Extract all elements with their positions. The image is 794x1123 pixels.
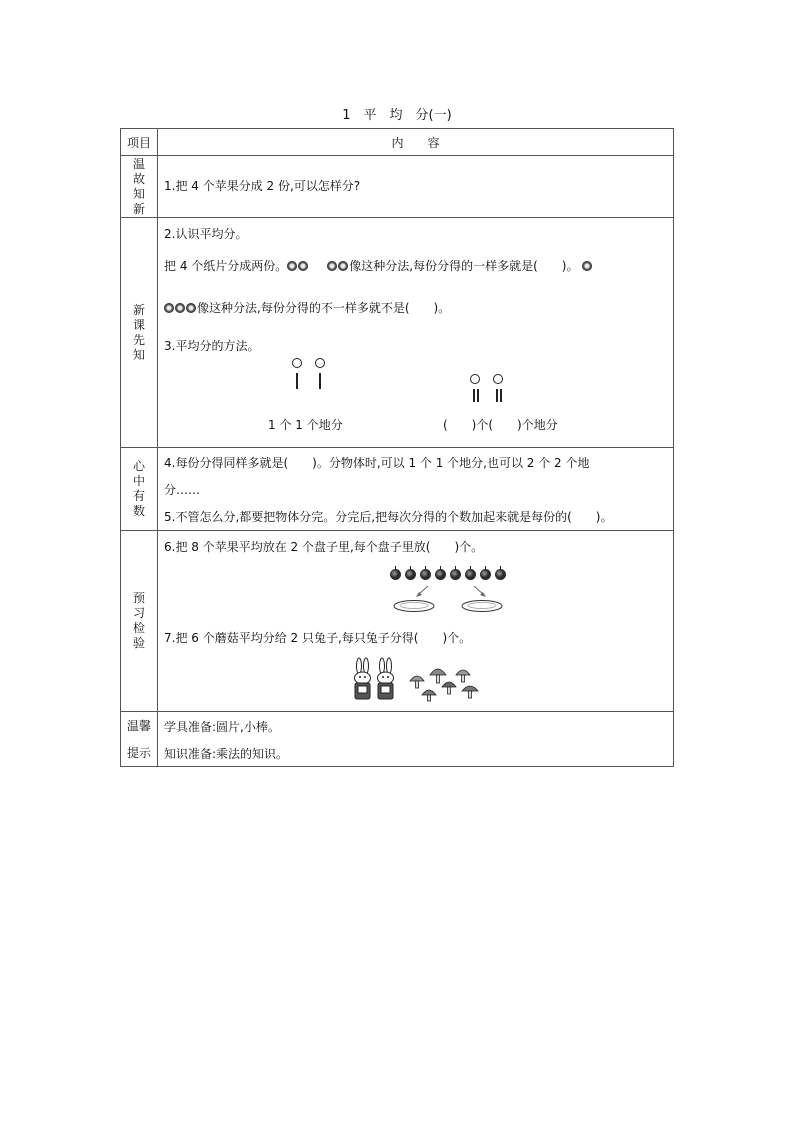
row-check-content <box>158 531 674 712</box>
paper-disc-icon <box>287 261 297 271</box>
row-preview-label-cell <box>121 218 158 448</box>
stick-icon <box>319 373 321 389</box>
row-mind-content <box>158 448 674 531</box>
row-mind-label: 心中有数 <box>132 459 145 518</box>
circle-icon <box>315 358 325 368</box>
circle-icon <box>493 374 503 384</box>
row-check-label-cell <box>121 531 158 712</box>
row-tips-content <box>158 712 674 767</box>
preview-line-1: 2.认识平均分。 <box>164 227 248 241</box>
row-review <box>121 156 674 218</box>
paper-disc-icon <box>175 303 185 313</box>
circle-icon <box>292 358 302 368</box>
mushrooms-icon <box>408 661 480 703</box>
apple-icon <box>480 569 491 580</box>
table-header-row <box>121 129 674 156</box>
apples-group <box>390 569 510 583</box>
apple-icon <box>405 569 416 580</box>
row-review-content <box>158 156 674 218</box>
row-review-label: 温故知新 <box>132 156 145 216</box>
row-check <box>121 531 674 712</box>
sticks-pair-icon <box>496 389 502 402</box>
paper-disc-icon <box>327 261 337 271</box>
apple-icon <box>450 569 461 580</box>
sticks-pair-icon <box>473 389 479 402</box>
row-preview-content <box>158 218 674 448</box>
plates-arrows-figure <box>388 583 518 613</box>
mind-line-1: 4.每份分得同样多就是( )。分物体时,可以 1 个 1 个地分,也可以 2 个 2 个地 <box>164 456 590 470</box>
apple-icon <box>465 569 476 580</box>
row-tips-label-2: 提示 <box>126 746 151 760</box>
question-1: 1.把 4 个苹果分成 2 份,可以怎样分? <box>164 179 361 193</box>
caption-group-split: ( )个( )个地分 <box>443 418 558 432</box>
row-review-label-cell <box>121 156 158 218</box>
preview-line-2 <box>158 256 593 276</box>
preview-line-4: 3.平均分的方法。 <box>164 339 260 353</box>
header-item: 项目 <box>121 129 158 156</box>
row-preview <box>121 218 674 448</box>
apple-icon <box>420 569 431 580</box>
preview-line-3-text: 像这种分法,每份分得的不一样多就不是( )。 <box>197 301 451 315</box>
mind-line-3: 5.不管怎么分,都要把物体分完。分完后,把每次分得的个数加起来就是每份的( )。 <box>164 510 613 524</box>
rabbits-icon <box>352 657 400 703</box>
apple-icon <box>495 569 506 580</box>
tips-line-1: 学具准备:圆片,小棒。 <box>164 720 280 734</box>
header-content: 内 容 <box>158 129 674 156</box>
row-mind-label-cell <box>121 448 158 531</box>
apple-icon <box>390 569 401 580</box>
mind-line-2: 分…… <box>164 483 201 497</box>
paper-disc-icon <box>338 261 348 271</box>
paper-disc-icon <box>582 261 592 271</box>
paper-disc-icon <box>186 303 196 313</box>
caption-one-by-one: 1 个 1 个地分 <box>268 418 343 432</box>
preview-line-2b: 像这种分法,每份分得的一样多就是( )。 <box>349 259 579 273</box>
circle-icon <box>470 374 480 384</box>
apple-icon <box>435 569 446 580</box>
row-mind <box>121 448 674 531</box>
paper-disc-icon <box>164 303 174 313</box>
row-check-label: 预习检验 <box>132 591 145 650</box>
tips-line-2: 知识准备:乘法的知识。 <box>164 747 289 761</box>
row-tips-label-1: 温馨 <box>126 719 151 733</box>
row-tips <box>121 712 674 767</box>
stick-icon <box>296 373 298 389</box>
check-line-2: 7.把 6 个蘑菇平均分给 2 只兔子,每只兔子分得( )个。 <box>164 631 472 645</box>
row-preview-label: 新课先知 <box>132 302 145 362</box>
row-tips-label-cell <box>121 712 158 767</box>
page-title: 1 平 均 分(一) <box>342 108 452 123</box>
preview-worksheet-table <box>120 128 674 767</box>
preview-line-2a: 把 4 个纸片分成两份。 <box>164 259 288 273</box>
check-line-1: 6.把 8 个苹果平均放在 2 个盘子里,每个盘子里放( )个。 <box>164 540 484 554</box>
paper-disc-icon <box>298 261 308 271</box>
preview-line-3 <box>158 298 450 318</box>
